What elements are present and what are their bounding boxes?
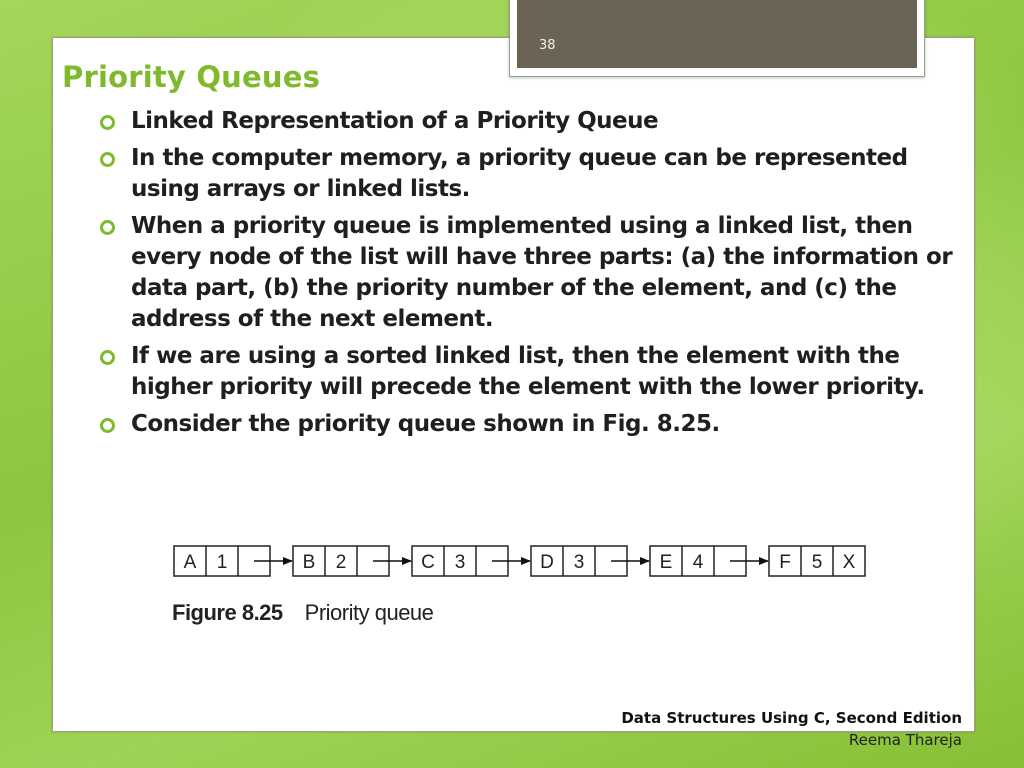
circle-bullet-icon: [100, 152, 115, 167]
node-data: A: [183, 552, 197, 573]
figure-caption: [172, 600, 433, 626]
bullet-item: [100, 409, 970, 440]
figure-caption-text: Priority queue: [304, 600, 434, 625]
bullet-item: [100, 106, 970, 137]
footer-book-title: Data Structures Using C, Second Edition: [621, 709, 962, 727]
page-number-tab: [509, 0, 925, 77]
bullet-text: Consider the priority queue shown in Fig. 8.25.: [131, 411, 720, 437]
node-priority: 3: [454, 552, 466, 573]
page-tab-fill: [517, 0, 917, 68]
linked-list-diagram: [172, 544, 872, 584]
bullet-item: [100, 341, 970, 403]
circle-bullet-icon: [100, 350, 115, 365]
node-priority: 2: [335, 552, 347, 573]
node-data: C: [421, 552, 435, 573]
circle-bullet-icon: [100, 220, 115, 235]
node-data: D: [540, 552, 554, 573]
bullet-list: [100, 106, 970, 446]
node-priority: 1: [216, 552, 228, 573]
priority-queue-figure: [172, 544, 872, 634]
node-next-null: X: [842, 552, 856, 573]
node-data: E: [659, 552, 673, 573]
node-data: F: [779, 552, 791, 573]
bullet-item: [100, 143, 970, 205]
bullet-item: [100, 211, 970, 335]
circle-bullet-icon: [100, 418, 115, 433]
bullet-text: Linked Representation of a Priority Queue: [131, 108, 659, 134]
node-priority: 4: [692, 552, 704, 573]
bullet-text: In the computer memory, a priority queue can be represented using arrays or linked lists.: [131, 145, 908, 202]
footer-author: Reema Thareja: [848, 731, 962, 749]
bullet-text: If we are using a sorted linked list, then the element with the higher priority will precede the element with the lower priority.: [131, 343, 925, 400]
node-priority: 3: [573, 552, 585, 573]
node-priority: 5: [811, 552, 823, 573]
bullet-text: When a priority queue is implemented using a linked list, then every node of the list will have three parts: (a) the information or data part, (b) the priority number of the element, and (c) the address of the next element.: [131, 213, 953, 332]
node-data: B: [302, 552, 316, 573]
page-number: 38: [539, 38, 556, 53]
slide-title: Priority Queues: [62, 60, 321, 94]
figure-label: Figure 8.25: [172, 600, 283, 625]
circle-bullet-icon: [100, 115, 115, 130]
